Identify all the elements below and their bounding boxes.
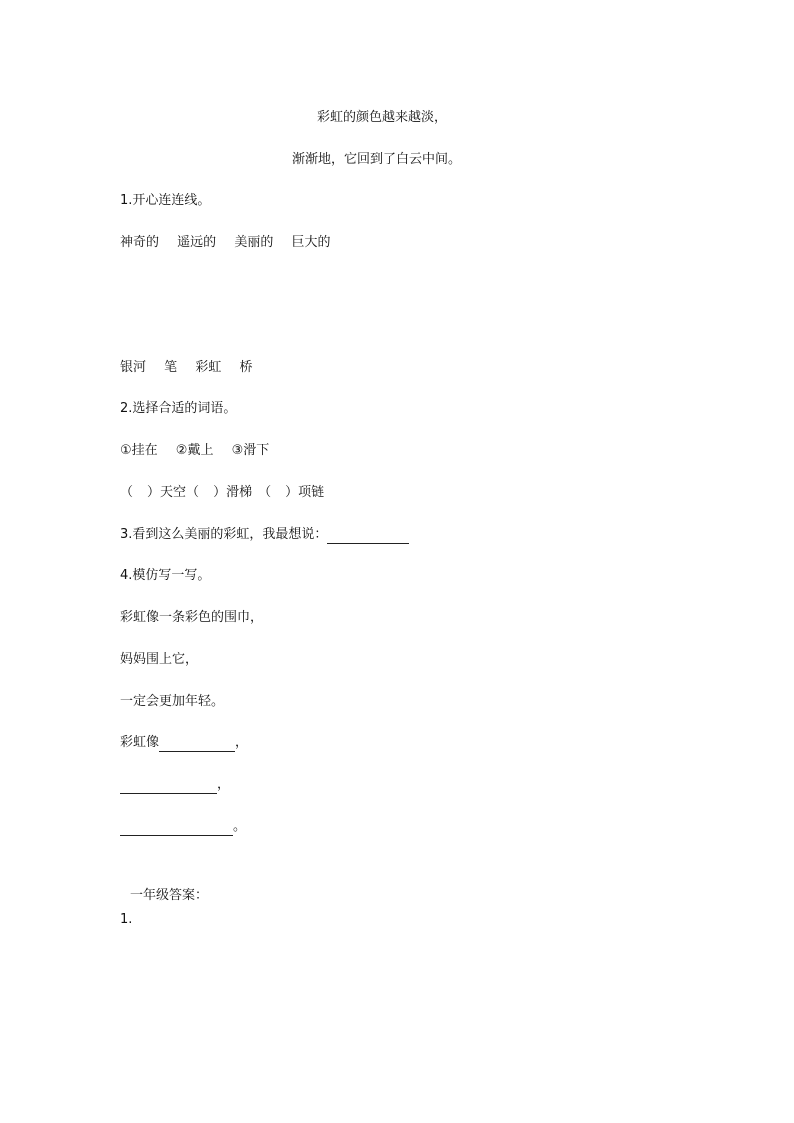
answer-blank[interactable] (159, 737, 235, 752)
question-3-row (120, 526, 409, 544)
answer-blank[interactable] (120, 821, 233, 836)
adjective-word: 巨大的 (291, 235, 331, 250)
item-word: 滑梯 (226, 485, 253, 500)
question-4-title: 4.模仿写一写。 (120, 568, 211, 583)
comma: ， (235, 735, 249, 750)
poem-line-1: 彩虹的颜色越来越淡， (317, 110, 448, 125)
answer-item-1: 1. (120, 912, 133, 927)
adjective-word: 遥远的 (177, 235, 217, 250)
noun-row (120, 359, 252, 377)
noun-word: 彩虹 (195, 360, 222, 375)
noun-word: 笔 (164, 360, 178, 375)
imitation-prompt: 彩虹像 (120, 735, 160, 750)
open-paren: （ (186, 485, 200, 500)
noun-word: 银河 (120, 360, 147, 375)
example-line-1: 彩虹像一条彩色的围巾， (120, 610, 264, 625)
question-1-title: 1.开心连连线。 (120, 193, 211, 208)
item-word: 项链 (298, 485, 325, 500)
example-line-3: 一定会更加年轻。 (120, 694, 225, 709)
fill-parentheses-row (120, 484, 324, 502)
period: 。 (233, 819, 247, 834)
adjective-word: 美丽的 (234, 235, 274, 250)
option-3: ③滑下 (231, 443, 270, 458)
poem-line-2: 渐渐地，它回到了白云中间。 (292, 152, 462, 167)
question-3-title: 3.看到这么美丽的彩虹，我最想说： (120, 527, 328, 542)
option-1: ①挂在 (120, 443, 158, 458)
item-word: 天空 (160, 485, 187, 500)
imitation-line-1 (120, 734, 248, 752)
open-paren: （ (120, 485, 134, 500)
imitation-line-2 (120, 776, 230, 794)
question-2-title: 2.选择合适的词语。 (120, 401, 237, 416)
answer-blank[interactable] (120, 779, 217, 794)
option-2: ②戴上 (175, 443, 214, 458)
close-paren: ） (213, 485, 227, 500)
imitation-line-3 (120, 818, 246, 836)
noun-word: 桥 (239, 360, 253, 375)
answer-blank[interactable] (327, 529, 409, 544)
adjective-row (120, 234, 330, 252)
option-row (120, 442, 269, 460)
close-paren: ） (147, 485, 161, 500)
example-line-2: 妈妈围上它， (120, 652, 199, 667)
answers-heading: 一年级答案： (130, 888, 209, 903)
open-paren: （ (258, 485, 272, 500)
close-paren: ） (285, 485, 299, 500)
comma: ， (217, 777, 231, 792)
adjective-word: 神奇的 (120, 235, 160, 250)
